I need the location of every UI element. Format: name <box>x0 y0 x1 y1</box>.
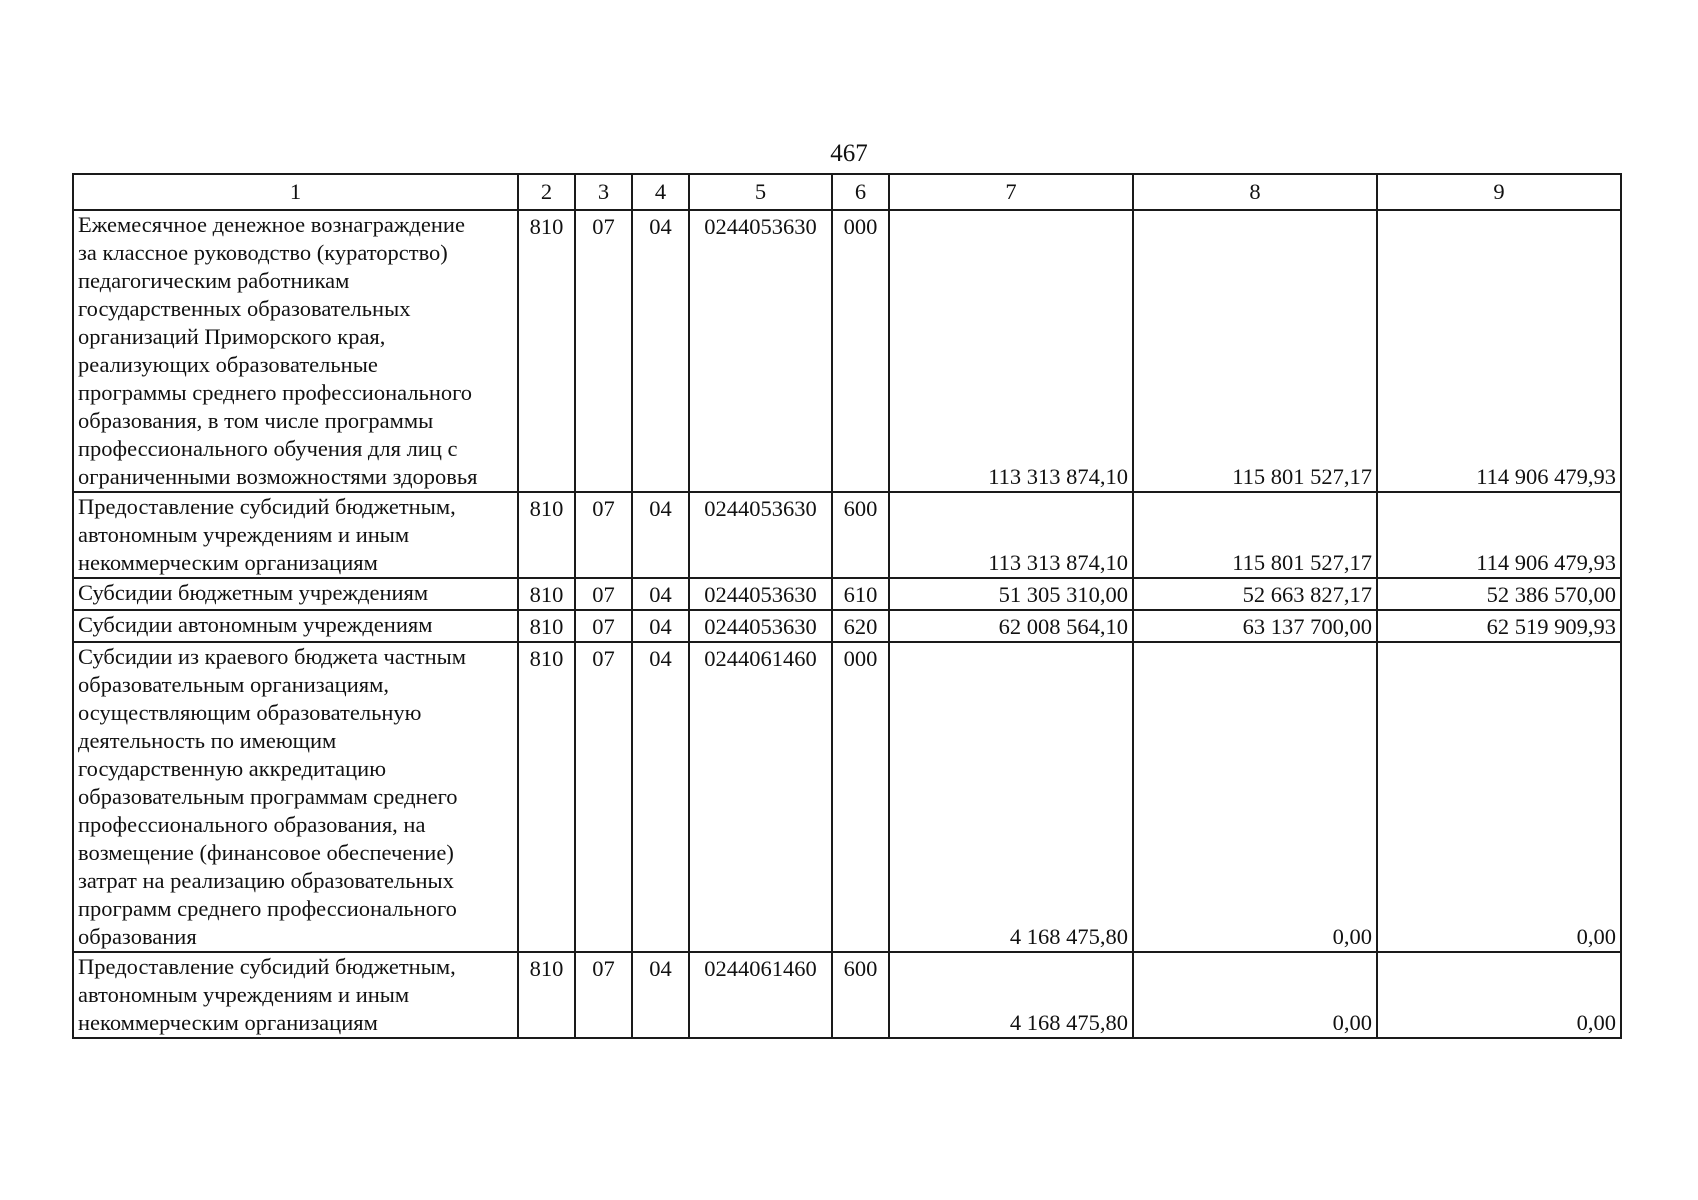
expense-item-name-line: за классное руководство (кураторство) <box>78 240 448 265</box>
subsection-code-cell: 04 <box>632 952 689 1038</box>
subsection-code-cell: 04 <box>632 210 689 492</box>
expense-item-name-line: осуществляющим образовательную <box>78 700 422 725</box>
amount-col8-cell: 63 137 700,00 <box>1133 610 1377 642</box>
expense-item-name-line: реализующих образовательные <box>78 352 378 377</box>
expense-type-code-cell: 000 <box>832 210 889 492</box>
expense-item-name-line: автономным учреждениям и иным <box>78 522 410 547</box>
expense-item-name-line: педагогическим работникам <box>78 268 350 293</box>
subsection-code-cell: 04 <box>632 642 689 952</box>
expense-item-name <box>73 492 518 578</box>
page-number: 467 <box>830 140 868 167</box>
section-code-cell: 07 <box>575 952 632 1038</box>
amount-col9-cell: 52 386 570,00 <box>1377 578 1621 610</box>
ministry-code-cell: 810 <box>518 610 575 642</box>
amount-col9-cell: 114 906 479,93 <box>1377 210 1621 492</box>
section-code-cell: 07 <box>575 610 632 642</box>
table-row <box>73 492 1621 578</box>
target-article-code-cell: 0244053630 <box>689 210 832 492</box>
expense-item-name-line: автономным учреждениям и иным <box>78 982 410 1007</box>
table-row <box>73 210 1621 492</box>
expense-type-code-cell: 620 <box>832 610 889 642</box>
target-article-code-cell: 0244061460 <box>689 642 832 952</box>
target-article-code-cell: 0244061460 <box>689 952 832 1038</box>
section-code-cell: 07 <box>575 642 632 952</box>
expense-item-name-line: государственную аккредитацию <box>78 756 387 781</box>
column-header: 9 <box>1377 174 1621 210</box>
expense-item-name-line: Субсидии из краевого бюджета частным <box>78 644 467 669</box>
expense-item-name <box>73 642 518 952</box>
column-header: 2 <box>518 174 575 210</box>
amount-col8-cell: 0,00 <box>1133 642 1377 952</box>
expense-type-code-cell: 600 <box>832 952 889 1038</box>
amount-col8-cell: 52 663 827,17 <box>1133 578 1377 610</box>
column-header: 7 <box>889 174 1133 210</box>
amount-col8-cell: 0,00 <box>1133 952 1377 1038</box>
table-row <box>73 610 1621 642</box>
ministry-code-cell: 810 <box>518 210 575 492</box>
expense-item-name-line: образования, в том числе программы <box>78 408 434 433</box>
expense-item-name-line: профессионального образования, на <box>78 812 426 837</box>
section-code-cell: 07 <box>575 578 632 610</box>
column-header: 8 <box>1133 174 1377 210</box>
expense-item-name-line: Предоставление субсидий бюджетным, <box>78 954 456 979</box>
section-code-cell: 07 <box>575 492 632 578</box>
amount-col7-cell: 113 313 874,10 <box>889 210 1133 492</box>
table-row <box>73 578 1621 610</box>
column-header: 3 <box>575 174 632 210</box>
subsection-code-cell: 04 <box>632 492 689 578</box>
expense-item-name-line: государственных образовательных <box>78 296 411 321</box>
expense-item-name-line: образовательным программам среднего <box>78 784 458 809</box>
amount-col9-cell: 0,00 <box>1377 642 1621 952</box>
ministry-code-cell: 810 <box>518 492 575 578</box>
subsection-code-cell: 04 <box>632 610 689 642</box>
expense-item-name-line: возмещение (финансовое обеспечение) <box>78 840 454 865</box>
table-row <box>73 642 1621 952</box>
expense-item-name-line: программы среднего профессионального <box>78 380 473 405</box>
expense-item-name <box>73 952 518 1038</box>
expense-item-name-line: организаций Приморского края, <box>78 324 386 349</box>
amount-col9-cell: 114 906 479,93 <box>1377 492 1621 578</box>
subsection-code-cell: 04 <box>632 578 689 610</box>
ministry-code-cell: 810 <box>518 952 575 1038</box>
target-article-code-cell: 0244053630 <box>689 610 832 642</box>
expense-item-name-line: Субсидии бюджетным учреждениям <box>78 580 429 605</box>
amount-col9-cell: 0,00 <box>1377 952 1621 1038</box>
amount-col7-cell: 51 305 310,00 <box>889 578 1133 610</box>
expense-item-name-line: Предоставление субсидий бюджетным, <box>78 494 456 519</box>
expense-item-name-line: деятельность по имеющим <box>78 728 337 753</box>
expense-item-name <box>73 210 518 492</box>
expense-item-name-line: образования <box>78 924 197 949</box>
amount-col7-cell: 113 313 874,10 <box>889 492 1133 578</box>
column-header: 5 <box>689 174 832 210</box>
column-header: 6 <box>832 174 889 210</box>
expense-item-name-line: затрат на реализацию образовательных <box>78 868 454 893</box>
expense-item-name-line: образовательным организациям, <box>78 672 389 697</box>
expense-item-name-line: некоммерческим организациям <box>78 1010 378 1035</box>
expense-item-name <box>73 578 518 610</box>
amount-col7-cell: 62 008 564,10 <box>889 610 1133 642</box>
amount-col9-cell: 62 519 909,93 <box>1377 610 1621 642</box>
expense-type-code-cell: 000 <box>832 642 889 952</box>
column-header: 1 <box>73 174 518 210</box>
table-row <box>73 952 1621 1038</box>
section-code-cell: 07 <box>575 210 632 492</box>
expense-type-code-cell: 610 <box>832 578 889 610</box>
amount-col8-cell: 115 801 527,17 <box>1133 492 1377 578</box>
column-number-header-row <box>73 174 1621 210</box>
ministry-code-cell: 810 <box>518 578 575 610</box>
target-article-code-cell: 0244053630 <box>689 492 832 578</box>
expense-type-code-cell: 600 <box>832 492 889 578</box>
amount-col7-cell: 4 168 475,80 <box>889 952 1133 1038</box>
expense-item-name-line: Субсидии автономным учреждениям <box>78 612 433 637</box>
column-header: 4 <box>632 174 689 210</box>
amount-col8-cell: 115 801 527,17 <box>1133 210 1377 492</box>
ministry-code-cell: 810 <box>518 642 575 952</box>
expense-item-name-line: ограниченными возможностями здоровья <box>78 464 478 489</box>
expense-item-name-line: некоммерческим организациям <box>78 550 378 575</box>
amount-col7-cell: 4 168 475,80 <box>889 642 1133 952</box>
expense-item-name <box>73 610 518 642</box>
target-article-code-cell: 0244053630 <box>689 578 832 610</box>
expense-item-name-line: профессионального обучения для лиц с <box>78 436 458 461</box>
expense-item-name-line: программ среднего профессионального <box>78 896 457 921</box>
budget-table <box>72 173 1622 1039</box>
expense-item-name-line: Ежемесячное денежное вознаграждение <box>78 212 465 237</box>
